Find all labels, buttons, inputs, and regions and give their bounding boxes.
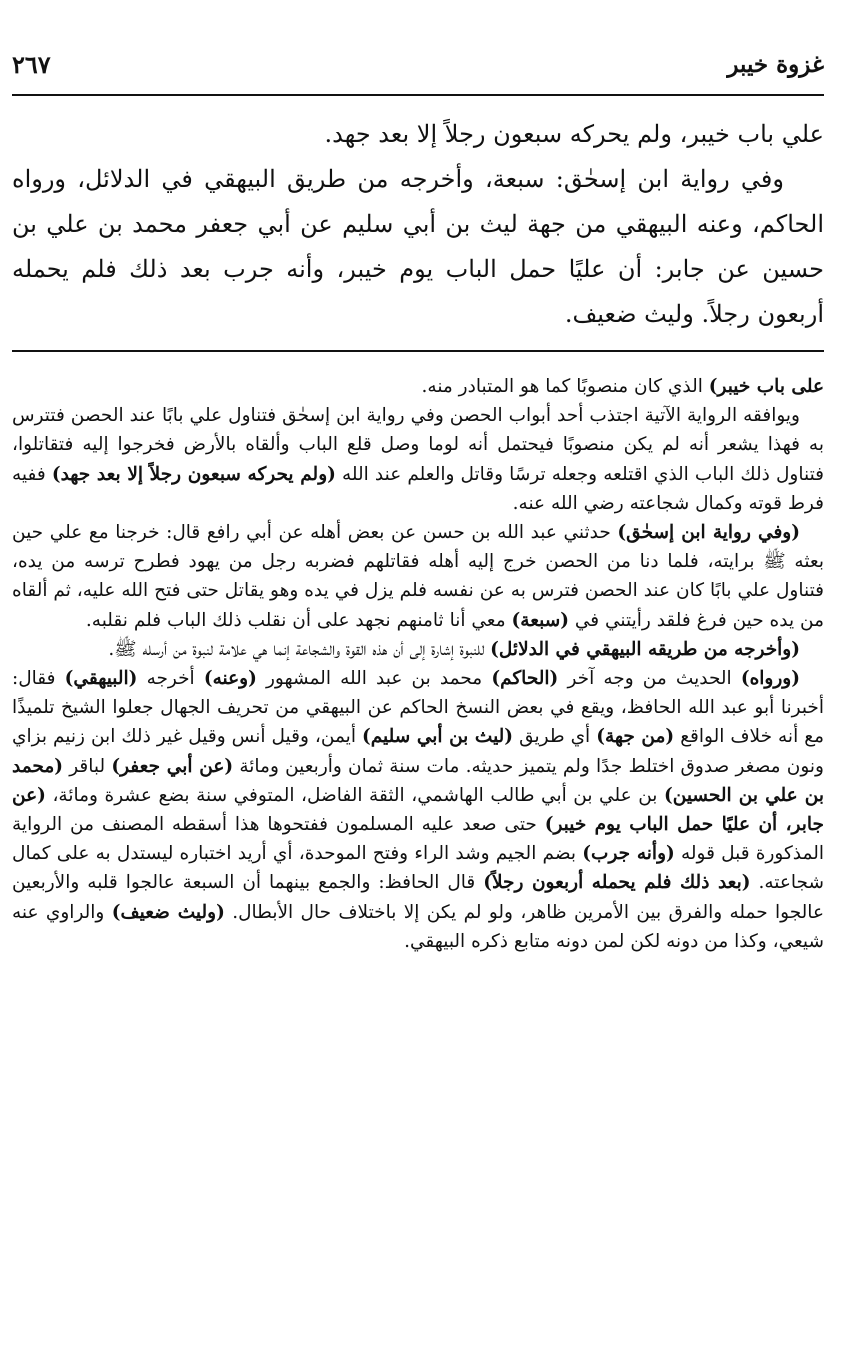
quoted-phrase: (محمد بن علي بن الحسين) — [12, 755, 824, 806]
quoted-phrase: (عن أبي جعفر) — [111, 755, 234, 777]
commentary-text: محمد بن عبد الله المشهور — [265, 668, 483, 690]
quoted-phrase: (من جهة) — [596, 726, 675, 748]
commentary-text: الحديث من وجه آخر — [567, 668, 732, 690]
commentary-text: والراوي عنه شيعي، وكذا من دونه لكن لمن دونه متابع ذكره البيهقي. — [12, 901, 824, 952]
commentary-text: بضم الجيم وشد الراء وفتح الموحدة، أي أريد اختباره ليستدل به على كمال شجاعته. — [12, 843, 824, 894]
quoted-phrase: (عن جابر، أن عليًا حمل الباب يوم خيبر) — [12, 784, 824, 836]
commentary-paragraph — [12, 518, 824, 635]
commentary-text: معي أنا ثامنهم نجهد على أن نقلب ذلك الباب فلم نقلبه. — [85, 609, 506, 631]
main-text — [12, 112, 824, 337]
quoted-phrase: (وليث ضعيف) — [111, 901, 225, 923]
quoted-phrase: (وأخرجه من طريقه البيهقي في الدلائل) — [490, 638, 800, 660]
commentary-text: فقال: أخبرنا أبو عبد الله الحافظ، ويقع في بعض النسخ الحاكم عن البيهقي من تحريف الجهال جعلوا الشيخ تلميذًا مع أنه خلاف الواقع — [12, 668, 824, 748]
quoted-phrase: (وأنه جرب) — [582, 843, 675, 865]
commentary-text: بن علي بن أبي طالب الهاشمي، الثقة الفاضل، المتوفي سنة بضع عشرة ومائة، — [52, 784, 658, 806]
commentary-text: أيمن، وقيل أنس وقيل غير ذلك ابن زنيم بزاي ونون مصغر صدوق اختلط جدًا ولم يتميز حديثه. مات سنة ثمان وأربعين ومائة — [12, 726, 824, 777]
quoted-phrase: (ورواه) — [740, 668, 800, 690]
commentary-text: أي طريق — [519, 726, 591, 748]
quoted-phrase: (الحاكم) — [491, 668, 559, 690]
quoted-phrase: (سبعة) — [511, 609, 569, 631]
commentary-paragraph — [12, 372, 824, 401]
page-number: ٢٦٧ — [12, 49, 51, 79]
quoted-phrase: (البيهقي) — [64, 668, 138, 690]
main-paragraph: وفي رواية ابن إسحٰق: سبعة، وأخرجه من طريق البيهقي في الدلائل، ورواه الحاكم، وعنه البيهقي من جهة ليث بن أبي سليم عن أبي جعفر محمد بن علي بن حسين عن جابر: أن عليًا حمل الباب يوم خيبر، وأنه جرب بعد ذلك فلم يحمله أربعون رجلاً. وليث ضعيف. — [12, 165, 824, 328]
quoted-phrase: (وعنه) — [203, 668, 257, 690]
commentary-text: حتى صعد عليه المسلمون ففتحوها هذا أسقطه المصنف من الرواية المذكورة قبل قوله — [12, 814, 824, 865]
quoted-phrase: (ليث بن أبي سليم) — [361, 726, 514, 748]
commentary-text: الذي كان منصوبًا كما هو المتبادر منه. — [421, 376, 703, 397]
commentary-text: لباقر — [69, 755, 106, 777]
header-rule — [12, 94, 824, 96]
commentary — [12, 372, 824, 956]
quoted-phrase: (وفي رواية ابن إسحٰق) — [617, 522, 800, 544]
commentary-paragraph — [12, 635, 824, 664]
commentary-text: للنبوة إشارة إلى أن هذه القوة والشجاعة إنما هي علامة لنبوة من أرسله ﷺ. — [108, 638, 485, 660]
page-header — [12, 40, 824, 88]
chapter-title: غزوة خيبر — [727, 50, 824, 78]
commentary-paragraph — [12, 401, 824, 518]
commentary-paragraph — [12, 664, 824, 956]
quoted-phrase: (بعد ذلك فلم يحمله أربعون رجلاً) — [483, 872, 751, 894]
commentary-text: ويوافقه الرواية الآتية اجتذب أحد أبواب الحصن وفي رواية ابن إسحٰق فتناول علي بابًا عند الحصن فتترس به فهذا يشعر أنه لم يكن منصوبًا فيحتمل أنه لوما وصل قلع الباب وألقاه بالأرض فخرجوا إليه فتقاتلوا، فتناول ذلك الباب الذي اقتلعه وجعله ترسًا وقاتل والعلم عند الله — [12, 405, 824, 485]
quoted-phrase: على باب خيبر) — [708, 376, 824, 397]
main-paragraph: علي باب خيبر، ولم يحركه سبعون رجلاً إلا بعد جهد. — [324, 120, 824, 148]
commentary-text: أخرجه — [146, 668, 195, 690]
commentary-text: قال الحافظ: والجمع بينهما أن السبعة عالجوا قلبه والأربعين عالجوا حمله والفرق بين الأمرين ظاهر، ولو لم يكن إلا باختلاف حال الأبطال. — [12, 872, 824, 923]
section-divider — [12, 350, 824, 352]
commentary-text: حدثني عبد الله بن حسن عن بعض أهله عن أبي رافع قال: خرجنا مع علي حين بعثه ﷺ برايته، فلما دنا من الحصن خرج إليه أهله فقاتلهم فضربه رجل من يهود فطرح ترسه من يده، فتناول علي بابًا كان عند الحصن فترس به عن نفسه فلم يزل في يده وهو يقاتل حتى فتح الله عليه، ثم ألقاه من يده حين فرغ فلقد رأيتني في — [12, 522, 824, 631]
quoted-phrase: (ولم يحركه سبعون رجلاً إلا بعد جهد) — [51, 463, 336, 485]
commentary-text: ففيه فرط قوته وكمال شجاعته رضي الله عنه. — [12, 463, 824, 514]
